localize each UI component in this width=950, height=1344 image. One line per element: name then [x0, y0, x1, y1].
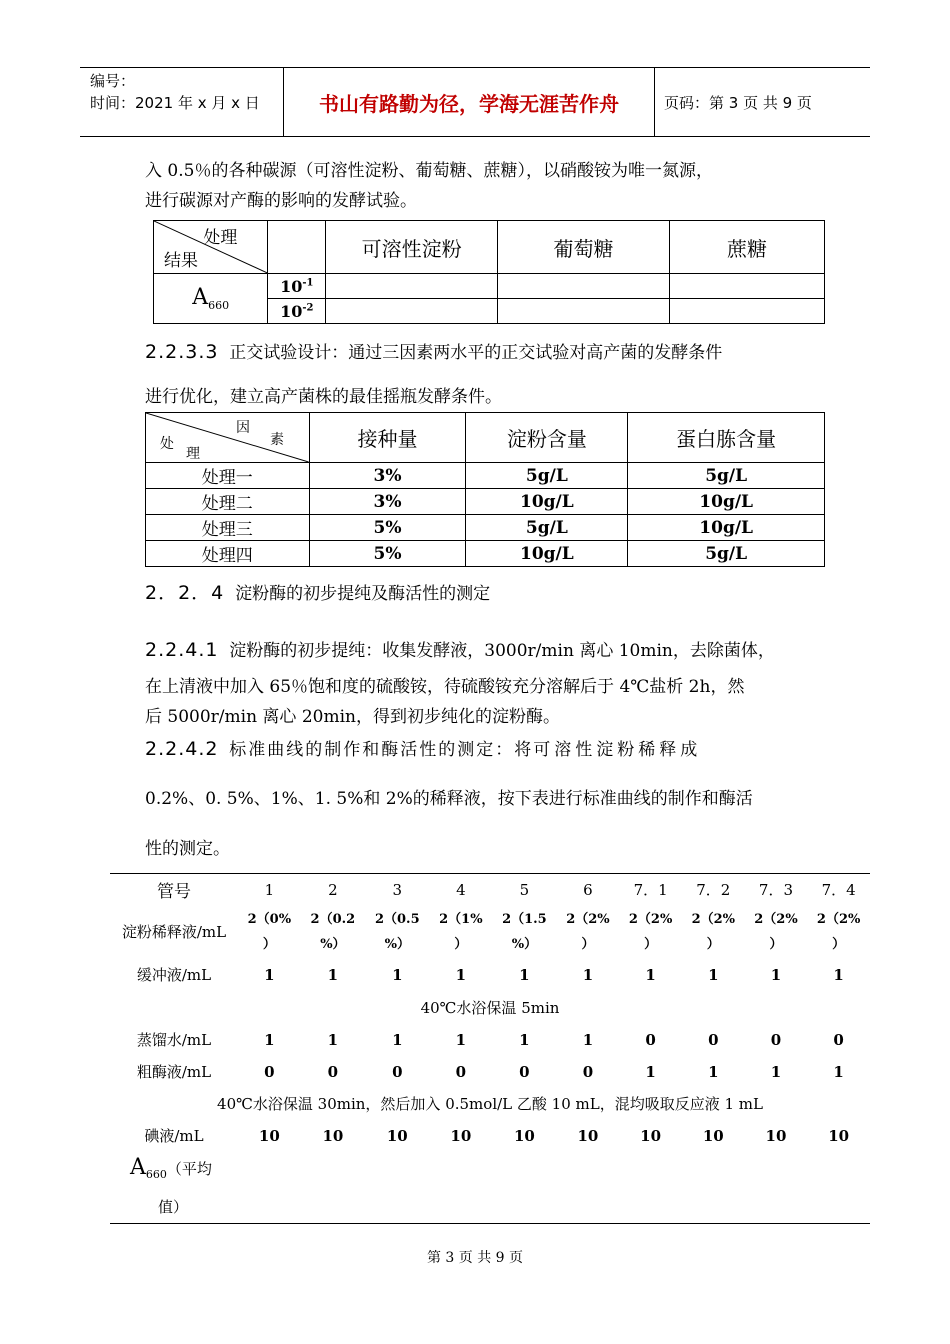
table3-enzyme: 0	[264, 1062, 275, 1081]
table3-water: 0	[770, 1030, 782, 1049]
section-2241	[145, 635, 825, 666]
table3-a660-cell	[492, 1152, 556, 1224]
table1-dilution-1: $10^{-1}$	[268, 274, 326, 299]
table3-buffer: 1	[833, 965, 844, 984]
table3-buffer: 1	[519, 965, 530, 984]
table3-enzyme: 0	[455, 1062, 467, 1081]
table3-enzyme: 1	[770, 1062, 782, 1081]
table3-a660-cell	[557, 1152, 620, 1224]
header-page-label: 页码：第 3 页 共 9 页	[664, 93, 812, 112]
table2-peptone: 10g/L	[628, 489, 825, 515]
table3-a660-cell	[682, 1152, 745, 1224]
table3-tube: 4	[456, 880, 466, 899]
table3-water: 0	[645, 1030, 656, 1049]
section-2233-line2: 进行优化，建立高产菌株的最佳摇瓶发酵条件。	[145, 387, 502, 407]
table3-buffer: 1	[455, 965, 467, 984]
page-footer: 第 3 页 共 9 页	[426, 1250, 524, 1266]
section-2241-text2: 在上清液中加入 65％饱和度的硫酸铵，待硫酸铵充分溶解后于 4℃盐析 2h，然	[145, 677, 745, 697]
table3-water: 1	[519, 1030, 530, 1049]
section-224	[145, 578, 825, 609]
table3-tube: 7．2	[696, 881, 731, 900]
table3-buffer: 1	[645, 965, 656, 984]
table3-water: 0	[708, 1030, 719, 1049]
intro-paragraph	[145, 156, 825, 216]
table3-iodine: 10	[386, 1126, 408, 1145]
table3-tube: 2	[328, 880, 338, 899]
table3-tube: 7．3	[758, 881, 793, 900]
table3-starch-cell: 2（2% ）	[754, 911, 798, 952]
table3-tube: 7．4	[821, 881, 856, 900]
table2-factor-2: 素	[270, 432, 284, 448]
table3-starch-cell: 2（1.5 %）	[502, 911, 547, 952]
table2-inoculum: 3%	[309, 489, 466, 515]
table3-buffer: 1	[392, 965, 403, 984]
section-2242-line2	[145, 784, 825, 814]
section-2233-text1: 试验设计：通过三因素两水平的正交试验对高产菌的发酵条件	[263, 343, 723, 363]
orthogonal-table	[145, 412, 825, 567]
table2-treat-2: 理	[186, 446, 200, 462]
table2-starch: 10g/L	[466, 489, 628, 515]
section-2233	[145, 337, 825, 368]
table3-a660-cell	[238, 1152, 301, 1224]
table3-a660-cell	[365, 1152, 429, 1224]
table1-cell	[498, 274, 670, 299]
table3-a660-cell	[430, 1152, 493, 1224]
table2-peptone: 10g/L	[628, 515, 825, 541]
table2-row	[146, 489, 825, 515]
section-2242-num: 2.2.4.2	[145, 738, 219, 760]
table3-tube: 1	[264, 880, 275, 899]
table2-starch: 5g/L	[466, 515, 628, 541]
table2-row-label: 处理一	[146, 463, 310, 489]
table3-enzyme: 0	[582, 1062, 594, 1081]
table3-a660-cell	[745, 1152, 808, 1224]
section-2241-num: 2.2.4.1	[145, 639, 219, 661]
table3-iodine: 10	[577, 1126, 599, 1145]
table3-tube: 6	[583, 880, 593, 899]
table3-a660-label: $A_{660}$（平均 值）	[130, 1154, 212, 1216]
table3-incubate-2: 40℃水浴保温 30min，然后加入 0.5mol/L 乙酸 10 mL，混均吸取反应液 1 mL	[217, 1095, 763, 1113]
table3-starch-cell: 2（0.2 %）	[310, 911, 356, 952]
table1-row-label: $A_{660}$	[154, 274, 268, 324]
section-224-num: 2．2．4	[145, 582, 225, 604]
section-2242-text2b: 标准曲线的制作和酶活	[582, 789, 753, 809]
table3-water: 1	[392, 1030, 403, 1049]
table2-col-0: 接种量	[309, 413, 466, 463]
section-2233-title: 正交	[229, 343, 264, 363]
table1-cell	[326, 274, 498, 299]
table3-buffer: 1	[708, 965, 719, 984]
table3-a660-cell	[301, 1152, 365, 1224]
table3-water: 1	[264, 1030, 275, 1049]
table3-a660-cell	[619, 1152, 682, 1224]
table3-iodine: 10	[765, 1126, 787, 1145]
table3-iodine: 10	[828, 1126, 850, 1145]
table2-peptone: 5g/L	[628, 541, 825, 567]
page-header	[80, 67, 870, 137]
table3-starch-cell: 2（1% ）	[439, 911, 483, 952]
table3-tube-label: 管号	[157, 882, 191, 903]
table3-starch-cell: 2（0% ）	[247, 911, 292, 952]
table1-col-2: 蔗糖	[669, 221, 824, 274]
table3-starch-label: 淀粉稀释液/mL	[121, 923, 227, 941]
time-label: 时间：2021 年 x 月 x 日	[90, 94, 260, 112]
table3-starch-cell: 2（2% ）	[628, 911, 673, 952]
table1-cell	[498, 299, 670, 324]
table1-cell	[669, 274, 824, 299]
table2-row-label: 处理三	[146, 515, 310, 541]
table3-water: 1	[327, 1030, 339, 1049]
table2-treat-1: 处	[160, 436, 174, 452]
table2-factor-1: 因	[236, 420, 250, 436]
table3-iodine: 10	[450, 1126, 472, 1145]
table3-a660-cell	[807, 1152, 870, 1224]
table3-incubate-1: 40℃水浴保温 5min	[420, 999, 560, 1017]
section-2241-text1: 初步提纯：收集发酵液，3000r/min 离心 10min，去除菌体，	[297, 641, 775, 661]
section-2242-text3: 性的测定。	[145, 839, 230, 859]
table3-iodine-label: 碘液/mL	[144, 1127, 204, 1145]
table3-iodine: 10	[702, 1126, 724, 1145]
table2-col-2: 蛋白胨含量	[628, 413, 825, 463]
table2-row	[146, 463, 825, 489]
section-224-title-b: 初步提纯及	[303, 584, 389, 604]
table3-tube: 5	[519, 880, 530, 899]
table3-enzyme: 0	[327, 1062, 339, 1081]
section-2233-num: 2.2.3.3	[145, 341, 219, 363]
table3-starch-cell: 2（0.5 %）	[374, 911, 420, 952]
table3-water-label: 蒸馏水/mL	[136, 1031, 212, 1049]
number-label: 编号：	[90, 72, 136, 90]
table2-peptone: 5g/L	[628, 463, 825, 489]
section-2242-text-a: 可溶性淀粉稀释成	[533, 740, 702, 760]
table2-inoculum: 5%	[309, 515, 466, 541]
header-motto: 书山有路勤为径，学海无涯苦作舟	[283, 68, 655, 136]
header-left	[90, 70, 280, 114]
section-224-title-a: 淀粉酶的	[235, 584, 304, 604]
section-2241-rest	[145, 672, 825, 732]
table3-enzyme: 1	[708, 1062, 719, 1081]
intro-line2: 进行碳源对产酶的影响的发酵试验。	[145, 191, 417, 211]
section-2241-title: 淀粉酶的	[229, 641, 298, 661]
standard-curve-table	[110, 873, 870, 1224]
table2-starch: 10g/L	[466, 541, 628, 567]
table3-starch-cell: 2（2% ）	[691, 911, 736, 952]
table3-enzyme: 1	[833, 1062, 844, 1081]
table2-row	[146, 515, 825, 541]
table3-starch-cell: 2（2% ）	[566, 911, 610, 952]
section-2242-text2a: 0.2%、0. 5%、1%、1. 5%和 2%的稀释液，按下表进行	[145, 789, 583, 809]
table3-enzyme: 0	[519, 1062, 530, 1081]
table1-blank-header	[268, 221, 326, 274]
table1-cell	[669, 299, 824, 324]
table3-iodine: 10	[322, 1126, 344, 1145]
table2-row-label: 处理二	[146, 489, 310, 515]
table3-buffer: 1	[582, 965, 594, 984]
table1-col-1: 葡萄糖	[498, 221, 670, 274]
table1-dilution-2: $10^{-2}$	[268, 299, 326, 324]
table1-corner	[154, 221, 268, 274]
table1-col-0: 可溶性淀粉	[326, 221, 498, 274]
section-2242-title: 标准曲线的制作和酶活性的测定：将	[229, 740, 534, 760]
table3-starch-cell: 2（2% ）	[816, 911, 861, 952]
table3-tube: 3	[392, 880, 403, 899]
table3-water: 0	[833, 1030, 844, 1049]
table3-enzyme: 0	[392, 1062, 403, 1081]
table3-buffer: 1	[770, 965, 782, 984]
table3-buffer: 1	[264, 965, 275, 984]
table1-corner-bottom: 结果	[164, 251, 198, 271]
table2-corner	[146, 413, 310, 463]
table1-corner-top: 处理	[203, 228, 238, 248]
table2-col-1: 淀粉含量	[466, 413, 628, 463]
table3-enzyme-label: 粗酶液/mL	[136, 1063, 212, 1081]
table3-iodine: 10	[258, 1126, 280, 1145]
carbon-source-table	[153, 220, 825, 324]
table2-row-label: 处理四	[146, 541, 310, 567]
intro-line1: 入 0.5％的各种碳源（可溶性淀粉、葡萄糖、蔗糖），以硝酸铵为唯一氮源，	[145, 161, 713, 181]
table3-tube: 7．1	[633, 881, 668, 900]
table3-iodine: 10	[640, 1126, 662, 1145]
table3-water: 1	[455, 1030, 467, 1049]
table3-buffer: 1	[327, 965, 339, 984]
section-2242	[145, 734, 825, 765]
table2-inoculum: 5%	[309, 541, 466, 567]
table1-cell	[326, 299, 498, 324]
table3-buffer-label: 缓冲液/mL	[136, 966, 212, 984]
table2-starch: 5g/L	[466, 463, 628, 489]
section-224-title-c: 酶活性的测定	[388, 584, 491, 604]
table2-inoculum: 3%	[309, 463, 466, 489]
table3-enzyme: 1	[645, 1062, 656, 1081]
table2-row	[146, 541, 825, 567]
section-2241-text3: 后 5000r/min 离心 20min，得到初步纯化的淀粉酶。	[145, 707, 560, 727]
table3-water: 1	[582, 1030, 594, 1049]
table3-iodine: 10	[513, 1126, 535, 1145]
